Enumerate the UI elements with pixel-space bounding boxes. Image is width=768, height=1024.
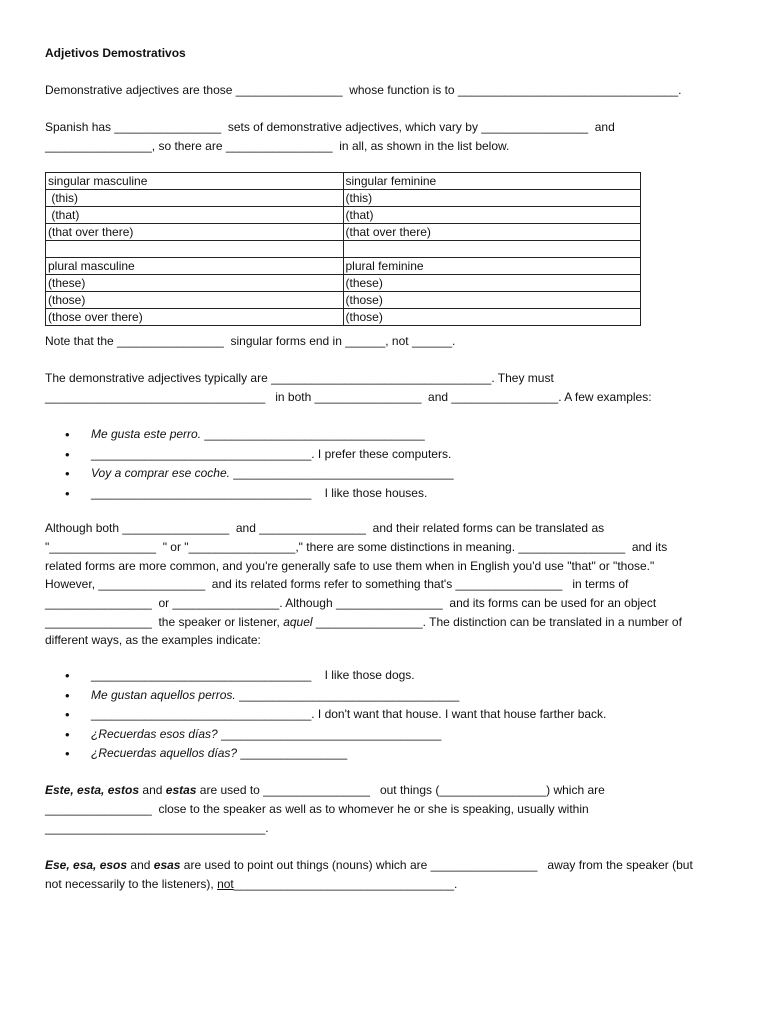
list-item [65, 727, 606, 747]
although-line-7: different ways, as the examples indicate: [45, 633, 261, 647]
table-cell-masculine [46, 241, 344, 258]
although-line-3: related forms are more common, and you're generally safe to use them when in English you'd use "that" or "those." [45, 559, 655, 573]
note-line: Note that the ________________ singular forms end in ______, not ______. [45, 334, 456, 348]
list-item [65, 746, 606, 766]
aquel-word: aquel [283, 615, 313, 629]
table-cell-masculine: (those over there) [46, 309, 344, 326]
examples-list-1 [65, 427, 454, 505]
ese-line-2-post: _________________________________. [233, 877, 458, 891]
example-spanish: ¿Recuerdas aquellos días? [91, 746, 238, 760]
table-cell-masculine: (this) [46, 190, 344, 207]
ese-forms: Ese, esa, esos [45, 858, 128, 872]
list-item [65, 668, 606, 688]
este-line-1 [45, 783, 605, 798]
table-cell-feminine: (those) [343, 309, 641, 326]
table-cell-feminine: (these) [343, 275, 641, 292]
example-rest: _________________________________ I like those houses. [91, 485, 428, 500]
although-line-1: Although both ________________ and ________________ and their related forms can be translated as [45, 521, 605, 535]
table-cell-feminine: plural feminine [343, 258, 641, 275]
ese-line-2-pre: not necessarily to the listeners), [45, 877, 218, 891]
example-rest: _________________________________ I like those dogs. [91, 668, 415, 682]
table-row [46, 224, 641, 241]
although-line-6-post: ________________. The distinction can be translated in a number of [312, 615, 682, 629]
example-spanish: Voy a comprar ese coche. [91, 466, 230, 480]
spanish-sets-line-1: Spanish has ________________ sets of demonstrative adjectives, which vary by ________________ and [45, 120, 615, 134]
table-cell-masculine: singular masculine [46, 173, 344, 190]
table-row [46, 241, 641, 258]
table-cell-feminine: (this) [343, 190, 641, 207]
typically-line-1: The demonstrative adjectives typically are _________________________________. They must [45, 371, 554, 385]
example-rest: _________________________________ [235, 687, 460, 702]
table-cell-feminine [343, 241, 641, 258]
table-cell-feminine: singular feminine [343, 173, 641, 190]
example-rest: _________________________________ [217, 726, 442, 741]
example-rest: _________________________________. I don't want that house. I want that house farther back. [91, 707, 607, 721]
although-line-4: However, ________________ and its related forms refer to something that's ________________ in terms of [45, 577, 629, 591]
table-cell-masculine: (that) [46, 207, 344, 224]
table-cell-feminine: (that over there) [343, 224, 641, 241]
example-rest: _________________________________ [201, 427, 425, 441]
although-line-6-pre: ________________ the speaker or listener, [45, 615, 284, 629]
este-line-3: _________________________________. [45, 821, 269, 835]
spanish-sets-line-2: ________________, so there are ________________ in all, as shown in the list below. [45, 139, 510, 153]
ese-line-2 [45, 877, 457, 892]
list-item [65, 707, 606, 727]
table-cell-masculine: (those) [46, 292, 344, 309]
example-rest: ________________ [237, 746, 348, 760]
table-row [46, 309, 641, 326]
table-cell-feminine: (those) [343, 292, 641, 309]
table-cell-masculine: (that over there) [46, 224, 344, 241]
table-row [46, 275, 641, 292]
although-line-5: ________________ or ________________. Although ________________ and its forms can be used for an object [45, 596, 657, 610]
example-spanish: Me gustan aquellos perros. [91, 687, 236, 702]
example-spanish: ¿Recuerdas esos días? [91, 726, 218, 741]
este-line-2: ________________ close to the speaker as well as to whomever he or she is speaking, usually within [45, 802, 589, 816]
demonstratives-table [45, 172, 641, 326]
list-item [65, 447, 454, 467]
table-row [46, 207, 641, 224]
ese-line-1 [45, 858, 693, 873]
table-cell-feminine: (that) [343, 207, 641, 224]
list-item [65, 486, 454, 506]
list-item [65, 427, 454, 447]
table-row [46, 173, 641, 190]
although-line-6 [45, 615, 682, 630]
intro-sentence: Demonstrative adjectives are those ________________ whose function is to _________________________________. [45, 83, 682, 97]
page-title: Adjetivos Demostrativos [45, 46, 186, 60]
example-spanish: Me gusta este perro. [91, 427, 202, 441]
ese-line-1-rest: are used to point out things (nouns) which are ________________ away from the speaker (but [180, 858, 693, 872]
not-word: not [217, 877, 234, 891]
table-row [46, 258, 641, 275]
typically-line-2: _________________________________ in both ________________ and ________________. A few examples: [45, 390, 652, 404]
esas-form: esas [153, 858, 181, 872]
although-line-2: "________________ " or "________________," there are some distinctions in meaning. ________________ and its [45, 540, 668, 554]
examples-list-2 [65, 668, 606, 766]
list-item [65, 466, 454, 486]
table-cell-masculine: plural masculine [46, 258, 344, 275]
este-and: and [139, 783, 166, 797]
list-item [65, 688, 606, 708]
example-rest: _________________________________ [229, 466, 454, 480]
ese-and: and [127, 858, 154, 872]
este-line-1-rest: are used to ________________ out things (________________) which are [196, 783, 605, 797]
estas-form: estas [165, 783, 197, 797]
table-row [46, 292, 641, 309]
table-cell-masculine: (these) [46, 275, 344, 292]
este-forms: Este, esta, estos [45, 783, 140, 797]
example-rest: _________________________________. I prefer these computers. [91, 446, 452, 461]
table-row [46, 190, 641, 207]
